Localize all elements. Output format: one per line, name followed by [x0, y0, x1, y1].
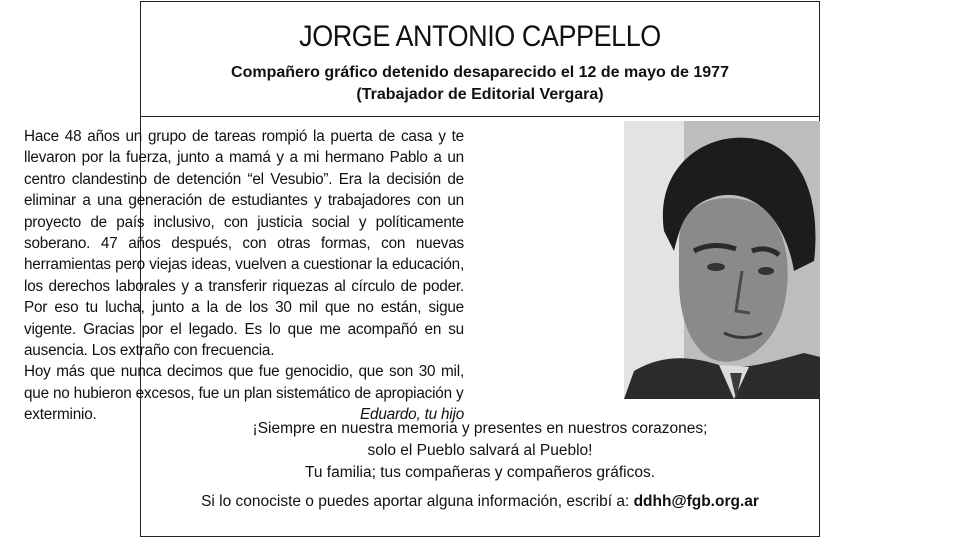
paragraph-1: Hace 48 años un grupo de tareas rompió la puerta de casa y te llevaron por la fuerza, junto a mamá y a mi hermano Pablo a un centro clandestino de detención “el Vesubio”. Era la decisión de eliminar a una generación de estudiantes y trabajadores con un proyecto de país inclusivo, con justicia social y políticamente soberano. 47 años después, con otras formas, con nuevas herramientas pero viejas ideas, vuelven a cuestionar la educación, los derechos laborales y a transferir riquezas al círculo de poder. Por eso tu lucha, junto a la de los 30 mil que no están, sigue vigente. Gracias por el legado. Es lo que me acompañó en su ausencia. Los extraño con frecuencia.	[24, 128, 464, 360]
header	[141, 2, 819, 117]
portrait-illustration	[624, 121, 820, 399]
paragraph-2: Hoy más que nunca decimos que fue genocidio, que son 30 mil, que no hubieron excesos, fue un plan sistemático de apropiación y	[24, 363, 464, 402]
closing-line-3: Tu familia; tus compañeras y compañeros gráficos.	[304, 464, 656, 481]
subtitle-workplace: (Trabajador de Editorial Vergara)	[356, 86, 604, 103]
subtitle-detention: Compañero gráfico detenido desaparecido el 12 de mayo de 1977	[231, 64, 729, 81]
last-word: exterminio.	[24, 406, 97, 424]
closing-line-1: ¡Siempre en nuestra memoria y presentes en nuestros corazones;	[252, 420, 708, 437]
signature: Eduardo, tu hijo	[360, 406, 464, 424]
contact-text: Si lo conociste o puedes aportar alguna información, escribí a:	[201, 493, 630, 510]
contact-email-link[interactable]: ddhh@fgb.org.ar	[633, 493, 759, 510]
portrait-photo	[624, 121, 820, 399]
body-text	[24, 126, 464, 426]
person-name: JORGE ANTONIO CAPPELLO	[299, 20, 661, 53]
contact-line	[140, 493, 820, 511]
closing-line-2: solo el Pueblo salvará al Pueblo!	[367, 442, 593, 459]
